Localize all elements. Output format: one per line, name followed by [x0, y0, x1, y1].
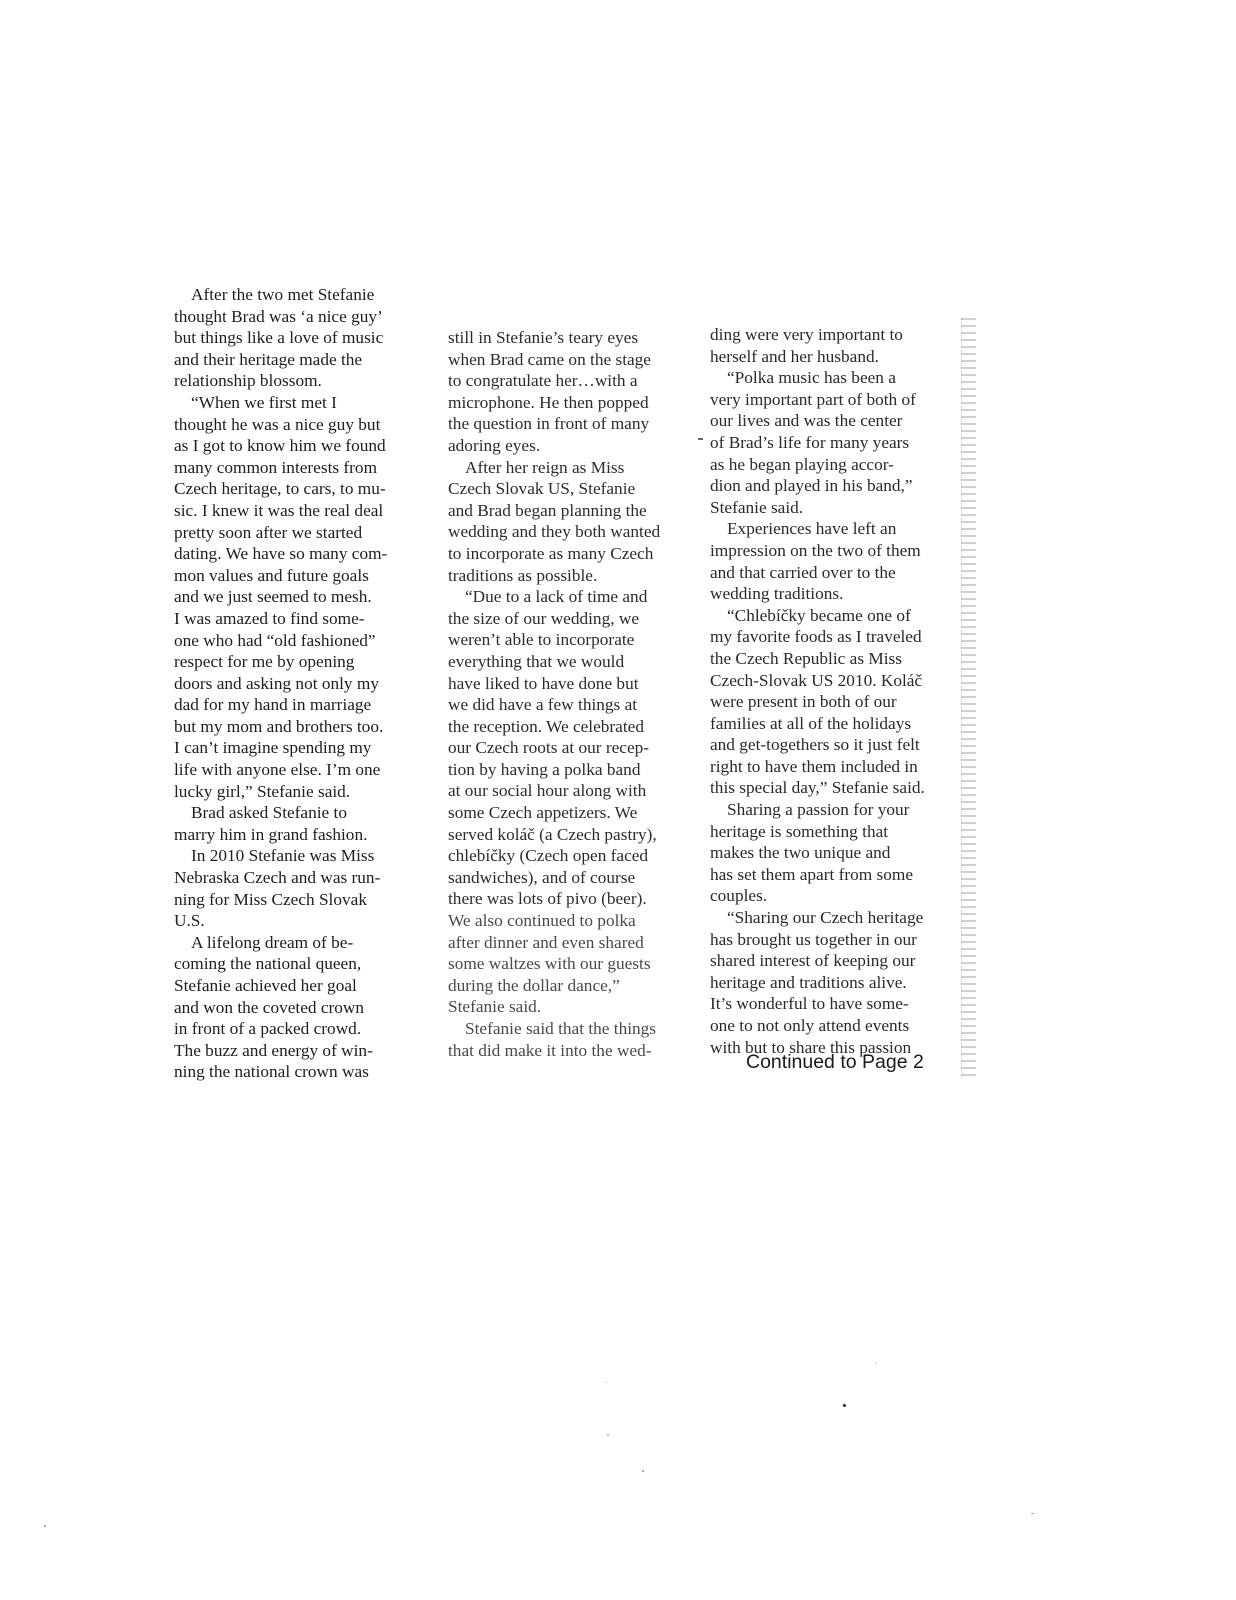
text-line: many common interests from [174, 457, 378, 477]
text-line: our Czech roots at our recep- [448, 738, 650, 758]
text-line: as I got to know him we found [174, 436, 386, 456]
text-line: “Polka music has been a [727, 368, 896, 388]
text-line: and that carried over to the [710, 562, 896, 582]
text-line: were present in both of our [710, 692, 897, 712]
text-line: makes the two unique and [710, 843, 891, 863]
text-line: this special day,” Stefanie said. [710, 778, 925, 798]
text-line: Czech Slovak US, Stefanie [448, 479, 636, 499]
text-line: The buzz and energy of win- [174, 1040, 373, 1060]
text-line: tion by having a polka band [448, 759, 641, 779]
text-line: and we just seemed to mesh. [174, 587, 372, 607]
text-line: one to not only attend events [710, 1016, 910, 1035]
text-line: and their heritage made the [174, 349, 363, 369]
dust-speck [44, 1525, 46, 1527]
text-line: right to have them included in [710, 756, 918, 776]
text-line: and Brad began planning the [448, 500, 647, 520]
text-line: has set them apart from some [710, 864, 913, 884]
text-line: have liked to have done but [448, 673, 639, 693]
text-line: at our social hour along with [448, 781, 647, 801]
text-line: when Brad came on the stage [448, 349, 651, 369]
text-line: Stefanie said. [710, 497, 804, 517]
text-line: relationship blossom. [174, 371, 322, 391]
text-line: the Czech Republic as Miss [710, 648, 902, 668]
text-line: wedding and they both wanted [448, 522, 661, 542]
text-line: dating. We have so many com- [174, 544, 388, 564]
text-line: In 2010 Stefanie was Miss [191, 846, 375, 866]
text-line: “Chlebíčky became one of [727, 605, 911, 625]
text-line: life with anyone else. I’m one [174, 760, 381, 780]
text-line: everything that we would [448, 651, 625, 671]
text-line: heritage and traditions alive. [710, 972, 907, 992]
text-line: ding were very important to [710, 325, 903, 344]
text-line: Czech-Slovak US 2010. Koláč [710, 670, 923, 690]
text-line: herself and her husband. [710, 346, 879, 366]
text-line: but my mom and brothers too. [174, 716, 384, 736]
text-line: ning for Miss Czech Slovak [174, 889, 367, 909]
dust-speck [642, 1470, 644, 1472]
text-line: coming the national queen, [174, 954, 362, 974]
text-line: sandwiches), and of course [448, 867, 636, 887]
scan-dash-mark [698, 438, 703, 440]
text-line: traditions as possible. [448, 565, 598, 585]
text-line: with but to share this passion [710, 1037, 912, 1057]
text-line: shared interest of keeping our [710, 951, 916, 971]
text-line: in front of a packed crowd. [174, 1019, 362, 1039]
text-line: marry him in grand fashion. [174, 824, 368, 844]
article-column-2 [448, 327, 660, 1061]
text-line: “When we first met I [191, 392, 337, 412]
text-line: Brad asked Stefanie to [191, 803, 347, 823]
text-line: dion and played in his band,” [710, 476, 913, 496]
text-line: some waltzes with our guests [448, 954, 651, 974]
text-line: of Brad’s life for many years [710, 432, 910, 452]
text-line: some Czech appetizers. We [448, 803, 638, 823]
text-line: “Due to a lack of time and [465, 587, 648, 607]
text-line: After the two met Stefanie [191, 285, 375, 304]
text-line: we did have a few things at [448, 695, 638, 715]
text-line: thought he was a nice guy but [174, 414, 381, 434]
text-line: Nebraska Czech and was run- [174, 868, 381, 888]
text-line: after dinner and even shared [448, 932, 644, 952]
text-line: impression on the two of them [710, 540, 921, 560]
dust-speck [605, 1382, 607, 1383]
dust-speck [843, 1404, 846, 1407]
text-line: Czech heritage, to cars, to mu- [174, 479, 386, 499]
text-line: mon values and future goals [174, 565, 369, 585]
text-line: lucky girl,” Stefanie said. [174, 781, 351, 801]
text-line: to congratulate her…with a [448, 371, 638, 391]
text-line: A lifelong dream of be- [191, 932, 354, 952]
text-line: and get-togethers so it just felt [710, 735, 920, 755]
text-line: the question in front of many [448, 414, 650, 434]
scan-edge-artifact [961, 318, 976, 1078]
article-column-1 [174, 284, 387, 1083]
continued-to-page-label: Continued to Page 2 [746, 1051, 924, 1073]
text-line: there was lots of pivo (beer). [448, 889, 647, 909]
text-line: After her reign as Miss [465, 457, 625, 477]
text-line: the size of our wedding, we [448, 608, 639, 628]
text-line: still in Stefanie’s teary eyes [448, 328, 639, 347]
text-line: It’s wonderful to have some- [710, 994, 909, 1014]
text-line: but things like a love of music [174, 328, 384, 348]
text-line: and won the coveted crown [174, 997, 365, 1017]
text-line: ning the national crown was [174, 1062, 369, 1082]
text-line: adoring eyes. [448, 435, 541, 455]
text-line: has brought us together in our [710, 929, 917, 949]
text-line: my favorite foods as I traveled [710, 627, 922, 647]
text-line: wedding traditions. [710, 584, 844, 604]
text-line: pretty soon after we started [174, 522, 363, 542]
text-line: the reception. We celebrated [448, 716, 644, 736]
text-line: families at all of the holidays [710, 713, 912, 733]
text-line: thought Brad was ‘a nice guy’ [174, 306, 383, 326]
text-line: chlebíčky (Czech open faced [448, 846, 649, 866]
dust-speck [875, 1363, 877, 1364]
text-line: heritage is something that [710, 821, 889, 841]
text-line: Stefanie said. [448, 997, 542, 1017]
text-line: respect for me by opening [174, 652, 355, 672]
text-line: as he began playing accor- [710, 454, 894, 474]
text-line: served koláč (a Czech pastry), [448, 824, 657, 844]
text-line: I was amazed to find some- [174, 608, 365, 628]
article-column-3 [710, 324, 925, 1058]
text-line: Stefanie achieved her goal [174, 976, 357, 995]
text-line: doors and asking not only my [174, 673, 379, 693]
text-line: sic. I knew it was the real deal [174, 500, 384, 520]
text-line: weren’t able to incorporate [448, 630, 635, 650]
text-line: couples. [710, 886, 768, 906]
text-line: U.S. [174, 911, 205, 931]
dust-speck [607, 1434, 609, 1436]
text-line: dad for my hand in marriage [174, 695, 372, 715]
text-line: one who had “old fashioned” [174, 630, 376, 650]
text-line: We also continued to polka [448, 911, 636, 931]
text-line: that did make it into the wed- [448, 1040, 652, 1060]
text-line: “Sharing our Czech heritage [727, 908, 924, 928]
text-line: Stefanie said that the things [465, 1019, 657, 1038]
text-line: to incorporate as many Czech [448, 543, 654, 563]
text-line: Experiences have left an [727, 519, 897, 539]
text-line: during the dollar dance,” [448, 975, 620, 995]
text-line: microphone. He then popped [448, 392, 649, 412]
text-line: Sharing a passion for your [727, 800, 910, 820]
text-line: I can’t imagine spending my [174, 738, 372, 758]
dust-speck [1031, 1513, 1034, 1514]
text-line: very important part of both of [710, 389, 916, 409]
text-line: our lives and was the center [710, 411, 903, 431]
